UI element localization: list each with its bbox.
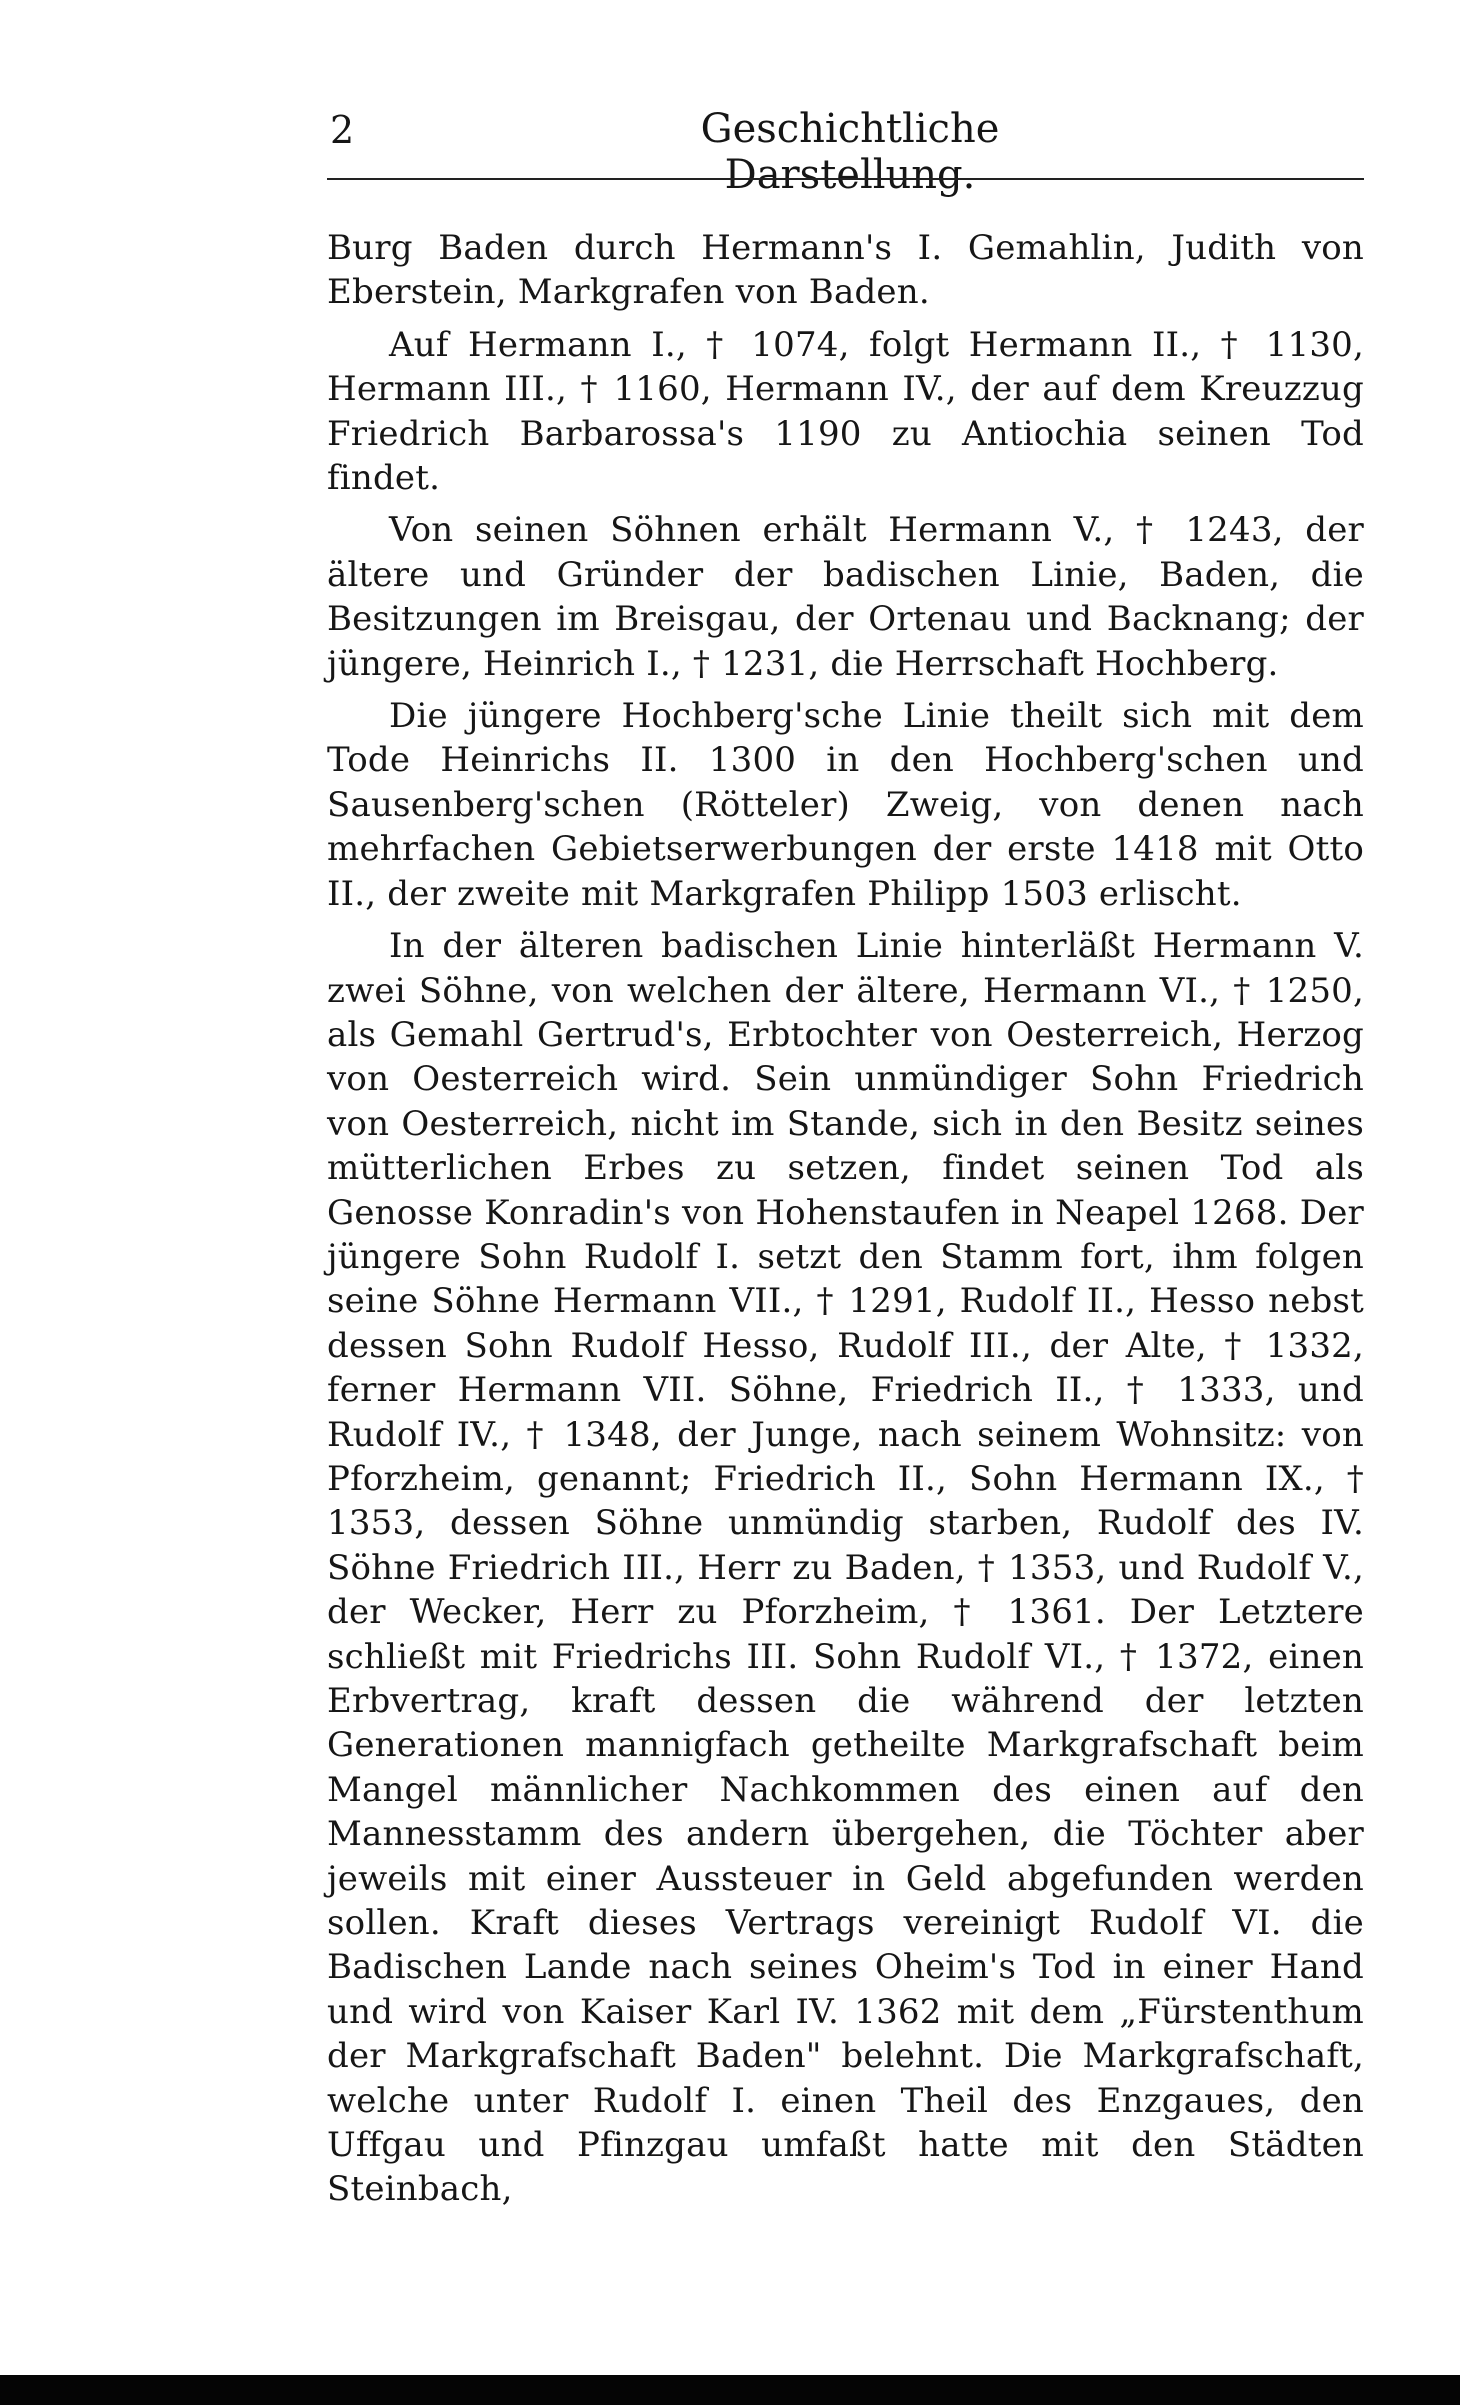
paragraph: Burg Baden durch Hermann's I. Gemahlin, Judith von Eberstein, Markgrafen von Baden. (327, 228, 1364, 313)
body-text (327, 226, 1364, 2220)
paragraph: Von seinen Söhnen erhält Hermann V., † 1243, der ältere und Gründer der badischen Linie, Baden, die Besitzungen im Breisgau, der Ortenau und Backnang; der jüngere, Heinrich I., † 1231, die Herrschaft Hochberg. (327, 510, 1364, 684)
page-number: 2 (330, 108, 355, 152)
scan-border (0, 2375, 1460, 2405)
running-head-title: Geschichtliche Darstellung. (700, 106, 1000, 198)
header-rule (327, 178, 1364, 180)
paragraph: Auf Hermann I., † 1074, folgt Hermann II., † 1130, Hermann III., † 1160, Hermann IV., der auf dem Kreuzzug Friedrich Barbarossa's 1190 zu Antiochia seinen Tod findet. (327, 324, 1364, 499)
paragraph: Die jüngere Hochberg'sche Linie theilt sich mit dem Tode Heinrichs II. 1300 in den Hochberg'schen und Sausenberg'schen (Rötteler) Zweig, von denen nach mehrfachen Gebietserwerbungen der erste 1418 mit Otto II., der zweite mit Markgrafen Philipp 1503 erlischt. (327, 696, 1364, 914)
paragraph: In der älteren badischen Linie hinterläßt Hermann V. zwei Söhne, von welchen der ältere, Hermann VI., † 1250, als Gemahl Gertrud's, Erbtochter von Oesterreich, Herzog von Oesterreich wird. Sein unmündiger Sohn Friedrich von Oesterreich, nicht im Stande, sich in den Besitz seines mütterlichen Erbes zu setzen, findet seinen Tod als Genosse Konradin's von Hohenstaufen in Neapel 1268. Der jüngere Sohn Rudolf I. setzt den Stamm fort, ihm folgen seine Söhne Hermann VII., † 1291, Rudolf II., Hesso nebst dessen Sohn Rudolf Hesso, Rudolf III., der Alte, † 1332, ferner Hermann VII. Söhne, Friedrich II., † 1333, und Rudolf IV., † 1348, der Junge, nach seinem Wohnsitz: von Pforzheim, genannt; Friedrich II., Sohn Hermann IX., † 1353, dessen Söhne unmündig starben, Rudolf des IV. Söhne Friedrich III., Herr zu Baden, † 1353, und Rudolf V., der Wecker, Herr zu Pforzheim, † 1361. Der Letztere schließt mit Friedrichs III. Sohn Rudolf VI., † 1372, einen Erbvertrag, kraft dessen die während der letzten Generationen mannigfach getheilte Markgrafschaft beim Mangel männlicher Nachkommen des einen auf den Mannesstamm des andern übergehen, die Töchter aber jeweils mit einer Aussteuer in Geld abgefunden werden sollen. Kraft dieses Vertrags vereinigt Rudolf VI. die Badischen Lande nach seines Oheim's Tod in einer Hand und wird von Kaiser Karl IV. 1362 mit dem „Fürstenthum der Markgrafschaft Baden" belehnt. Die Markgrafschaft, welche unter Rudolf I. einen Theil des Enzgaues, den Uffgau und Pfinzgau umfaßt hatte mit den Städten Steinbach, (327, 926, 1364, 2210)
